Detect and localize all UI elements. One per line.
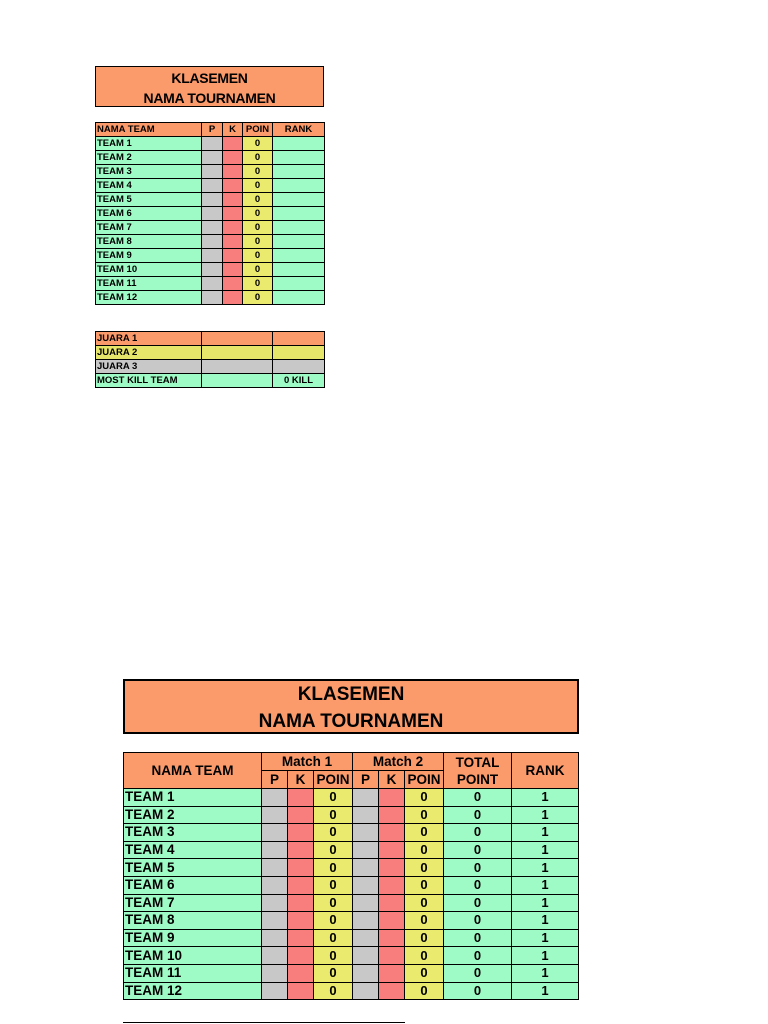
total-point-cell: 0 [444,947,512,965]
large-header-m1-k: K [288,771,314,789]
match1-p-cell [262,947,288,965]
small-table-row [96,179,325,193]
k-cell [223,179,243,193]
rank-cell [273,193,325,207]
team-name: TEAM 12 [124,982,262,1000]
winner-team [202,332,273,346]
k-cell [223,235,243,249]
rank-cell: 1 [512,947,579,965]
match2-p-cell [353,982,379,1000]
match2-k-cell [379,982,405,1000]
match2-poin-cell: 0 [405,947,444,965]
p-cell [202,193,223,207]
match2-k-cell [379,789,405,807]
team-name: TEAM 6 [96,207,202,221]
large-header-row-1 [124,753,579,771]
small-title-line2: NAMA TOURNAMEN [143,90,276,106]
k-cell [223,277,243,291]
match1-p-cell [262,876,288,894]
large-table-row [124,789,579,807]
team-name: TEAM 11 [124,964,262,982]
total-point-cell: 0 [444,824,512,842]
total-point-cell: 0 [444,929,512,947]
p-cell [202,221,223,235]
bottom-divider [123,1022,405,1023]
k-cell [223,207,243,221]
match1-k-cell [288,876,314,894]
small-header-p: P [202,123,223,137]
p-cell [202,235,223,249]
match1-k-cell [288,912,314,930]
team-name: TEAM 7 [96,221,202,235]
rank-cell [273,179,325,193]
match1-poin-cell: 0 [314,982,353,1000]
small-sheet-title [95,66,324,107]
winners-table [95,331,325,388]
p-cell [202,207,223,221]
poin-cell: 0 [243,291,273,305]
match2-k-cell [379,929,405,947]
match2-poin-cell: 0 [405,912,444,930]
match1-k-cell [288,964,314,982]
match1-p-cell [262,912,288,930]
total-point-cell: 0 [444,894,512,912]
total-point-cell: 0 [444,789,512,807]
winner-team [202,346,273,360]
rank-cell [273,151,325,165]
p-cell [202,277,223,291]
poin-cell: 0 [243,193,273,207]
large-header-total [444,753,512,789]
match2-k-cell [379,876,405,894]
small-header-team: NAMA TEAM [96,123,202,137]
total-point-cell: 0 [444,859,512,877]
total-point-cell: 0 [444,982,512,1000]
winner-team [202,374,273,388]
poin-cell: 0 [243,221,273,235]
rank-cell: 1 [512,859,579,877]
small-table-row [96,221,325,235]
match2-poin-cell: 0 [405,859,444,877]
rank-cell [273,207,325,221]
team-name: TEAM 11 [96,277,202,291]
k-cell [223,151,243,165]
poin-cell: 0 [243,179,273,193]
poin-cell: 0 [243,263,273,277]
match2-poin-cell: 0 [405,964,444,982]
team-name: TEAM 2 [124,806,262,824]
rank-cell [273,249,325,263]
large-table-row [124,841,579,859]
total-point-cell: 0 [444,912,512,930]
large-header-total-line2: POINT [456,771,499,787]
match2-k-cell [379,947,405,965]
small-table-row [96,291,325,305]
match1-poin-cell: 0 [314,806,353,824]
total-point-cell: 0 [444,806,512,824]
rank-cell [273,291,325,305]
winner-row [96,374,325,388]
large-header-m1-p: P [262,771,288,789]
large-header-match1: Match 1 [262,753,353,771]
p-cell [202,137,223,151]
large-table-row [124,876,579,894]
winner-label: JUARA 2 [96,346,202,360]
match2-k-cell [379,964,405,982]
poin-cell: 0 [243,165,273,179]
large-title-line1: KLASEMEN [297,684,405,705]
match1-k-cell [288,894,314,912]
match2-k-cell [379,894,405,912]
winner-row [96,360,325,374]
p-cell [202,179,223,193]
team-name: TEAM 3 [124,824,262,842]
match1-poin-cell: 0 [314,929,353,947]
large-table-row [124,912,579,930]
match2-p-cell [353,859,379,877]
match1-poin-cell: 0 [314,841,353,859]
rank-cell [273,221,325,235]
p-cell [202,165,223,179]
match1-k-cell [288,859,314,877]
rank-cell: 1 [512,876,579,894]
large-table-row [124,964,579,982]
p-cell [202,249,223,263]
large-header-team: NAMA TEAM [124,753,262,789]
match2-poin-cell: 0 [405,894,444,912]
large-table-row [124,982,579,1000]
match2-poin-cell: 0 [405,841,444,859]
match1-p-cell [262,859,288,877]
k-cell [223,249,243,263]
team-name: TEAM 1 [96,137,202,151]
total-point-cell: 0 [444,964,512,982]
winner-row [96,332,325,346]
match2-p-cell [353,894,379,912]
team-name: TEAM 12 [96,291,202,305]
match1-poin-cell: 0 [314,894,353,912]
p-cell [202,263,223,277]
winner-value [273,360,325,374]
small-header-k: K [223,123,243,137]
match1-poin-cell: 0 [314,789,353,807]
team-name: TEAM 1 [124,789,262,807]
p-cell [202,151,223,165]
match2-p-cell [353,806,379,824]
match1-p-cell [262,806,288,824]
match1-k-cell [288,947,314,965]
match1-poin-cell: 0 [314,964,353,982]
winner-value [273,332,325,346]
rank-cell: 1 [512,789,579,807]
team-name: TEAM 2 [96,151,202,165]
match2-p-cell [353,876,379,894]
match2-p-cell [353,789,379,807]
team-name: TEAM 10 [96,263,202,277]
total-point-cell: 0 [444,876,512,894]
winner-label: MOST KILL TEAM [96,374,202,388]
poin-cell: 0 [243,235,273,249]
winner-label: JUARA 3 [96,360,202,374]
large-table-row [124,947,579,965]
small-table-row [96,137,325,151]
k-cell [223,291,243,305]
large-header-m2-poin: POIN [405,771,444,789]
match2-poin-cell: 0 [405,982,444,1000]
rank-cell [273,263,325,277]
large-table-row [124,859,579,877]
team-name: TEAM 8 [124,912,262,930]
large-header-match2: Match 2 [353,753,444,771]
poin-cell: 0 [243,207,273,221]
rank-cell [273,137,325,151]
winner-label: JUARA 1 [96,332,202,346]
small-table-row [96,249,325,263]
large-header-m2-k: K [379,771,405,789]
match2-p-cell [353,929,379,947]
match1-poin-cell: 0 [314,859,353,877]
k-cell [223,137,243,151]
match1-p-cell [262,824,288,842]
rank-cell [273,235,325,249]
match2-p-cell [353,912,379,930]
small-table-row [96,193,325,207]
match1-k-cell [288,982,314,1000]
match2-p-cell [353,964,379,982]
winner-value: 0 KILL [273,374,325,388]
team-name: TEAM 6 [124,876,262,894]
large-header-rank: RANK [512,753,579,789]
large-header-total-line1: TOTAL [455,754,500,770]
match2-k-cell [379,859,405,877]
large-sheet-title [123,679,579,734]
large-table-row [124,929,579,947]
match1-k-cell [288,789,314,807]
k-cell [223,193,243,207]
large-table-row [124,824,579,842]
match2-poin-cell: 0 [405,824,444,842]
match1-poin-cell: 0 [314,947,353,965]
match1-k-cell [288,929,314,947]
large-title-line2: NAMA TOURNAMEN [258,711,444,732]
match1-poin-cell: 0 [314,876,353,894]
match1-p-cell [262,982,288,1000]
winner-row [96,346,325,360]
match2-p-cell [353,824,379,842]
poin-cell: 0 [243,249,273,263]
team-name: TEAM 4 [96,179,202,193]
match1-k-cell [288,806,314,824]
match2-k-cell [379,912,405,930]
k-cell [223,263,243,277]
rank-cell: 1 [512,964,579,982]
total-point-cell: 0 [444,841,512,859]
match2-k-cell [379,841,405,859]
match1-poin-cell: 0 [314,912,353,930]
team-name: TEAM 7 [124,894,262,912]
team-name: TEAM 3 [96,165,202,179]
match2-k-cell [379,824,405,842]
poin-cell: 0 [243,151,273,165]
small-table-row [96,263,325,277]
large-header-m1-poin: POIN [314,771,353,789]
poin-cell: 0 [243,137,273,151]
rank-cell: 1 [512,982,579,1000]
p-cell [202,291,223,305]
team-name: TEAM 10 [124,947,262,965]
match1-p-cell [262,789,288,807]
small-table-row [96,151,325,165]
winner-value [273,346,325,360]
rank-cell: 1 [512,824,579,842]
poin-cell: 0 [243,277,273,291]
match2-k-cell [379,806,405,824]
match1-poin-cell: 0 [314,824,353,842]
match1-p-cell [262,894,288,912]
match2-poin-cell: 0 [405,876,444,894]
winner-team [202,360,273,374]
team-name: TEAM 8 [96,235,202,249]
match1-k-cell [288,841,314,859]
match1-p-cell [262,841,288,859]
large-table-row [124,806,579,824]
small-title-line1: KLASEMEN [171,70,248,86]
team-name: TEAM 4 [124,841,262,859]
small-header-rank: RANK [273,123,325,137]
match1-p-cell [262,964,288,982]
small-standings-table [95,122,325,305]
match1-p-cell [262,929,288,947]
team-name: TEAM 9 [124,929,262,947]
large-header-m2-p: P [353,771,379,789]
team-name: TEAM 5 [124,859,262,877]
team-name: TEAM 5 [96,193,202,207]
rank-cell: 1 [512,929,579,947]
k-cell [223,221,243,235]
team-name: TEAM 9 [96,249,202,263]
small-header-row [96,123,325,137]
rank-cell: 1 [512,912,579,930]
rank-cell [273,165,325,179]
rank-cell [273,277,325,291]
small-table-row [96,207,325,221]
match2-poin-cell: 0 [405,929,444,947]
small-table-row [96,277,325,291]
large-standings-table [123,752,579,1000]
match2-p-cell [353,841,379,859]
rank-cell: 1 [512,806,579,824]
match1-k-cell [288,824,314,842]
k-cell [223,165,243,179]
rank-cell: 1 [512,894,579,912]
match2-poin-cell: 0 [405,806,444,824]
large-table-row [124,894,579,912]
rank-cell: 1 [512,841,579,859]
match2-p-cell [353,947,379,965]
match2-poin-cell: 0 [405,789,444,807]
small-table-row [96,165,325,179]
small-header-poin: POIN [243,123,273,137]
small-table-row [96,235,325,249]
